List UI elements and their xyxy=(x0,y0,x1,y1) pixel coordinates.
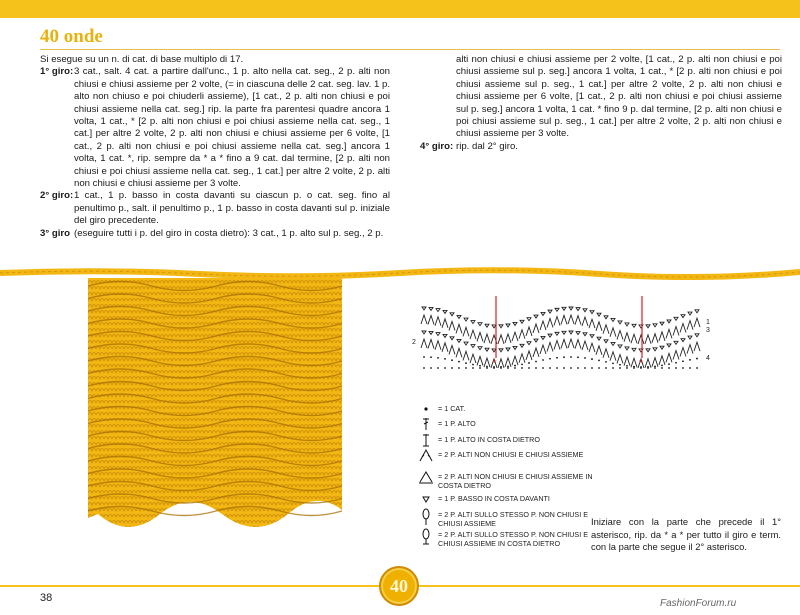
chart-stitch xyxy=(681,315,685,318)
crochet-swatch-photo xyxy=(80,278,350,540)
chart-stitch xyxy=(456,348,462,357)
chart-stitch xyxy=(646,349,650,352)
chart-chain-dot xyxy=(535,361,537,363)
chart-base-chain-dot xyxy=(521,367,523,369)
chart-stitch xyxy=(603,325,609,334)
row-3-instruction xyxy=(40,228,390,240)
legend-item: = 2 P. ALTI SULLO STESSO P. NON CHIUSI E CHIUSI ASSIEME IN COSTA DIETRO xyxy=(418,528,598,548)
chart-stitch xyxy=(526,327,532,336)
chart-stitch xyxy=(666,353,672,362)
legend-item: = 1 P. BASSO IN COSTA DAVANTI xyxy=(418,492,598,506)
row-marker-3: 3 xyxy=(706,327,710,334)
chart-base-chain-dot xyxy=(612,367,614,369)
chart-stitch xyxy=(575,340,581,349)
chart-base-chain-dot xyxy=(619,367,621,369)
chart-base-chain-dot xyxy=(542,367,544,369)
chart-stitch xyxy=(695,310,699,313)
chart-chain-dot xyxy=(458,361,460,363)
chart-stitch xyxy=(569,331,573,334)
chart-stitch xyxy=(589,343,595,352)
chart-chain-dot xyxy=(521,363,523,365)
chart-stitch xyxy=(610,352,616,361)
chart-stitch xyxy=(548,334,552,337)
chart-base-chain-dot xyxy=(591,367,593,369)
chart-stitch xyxy=(554,317,560,326)
chart-chain-dot xyxy=(689,359,691,361)
chart-stitch xyxy=(590,311,594,314)
chart-stitch xyxy=(520,320,524,323)
chart-chain-dot xyxy=(626,365,628,367)
chart-stitch xyxy=(673,351,679,360)
chart-stitch xyxy=(555,332,559,335)
row-text: 1 cat., 1 p. basso in costa davanti su ciascun p. o cat. seg. fino al penultimo p., salt. il penultimo p., 1 p. basso in costa davanti sul p. iniziale del giro precedente. xyxy=(74,190,390,227)
chart-stitch xyxy=(492,349,496,352)
chart-stitch xyxy=(660,346,664,349)
chart-stitch xyxy=(610,328,616,337)
chart-stitch xyxy=(583,309,587,312)
chart-stitch xyxy=(443,334,447,337)
chart-base-chain-dot xyxy=(444,367,446,369)
chart-stitch xyxy=(596,346,602,355)
chart-stitch xyxy=(575,316,581,325)
two-treble-together-back-icon xyxy=(418,470,434,484)
chart-stitch xyxy=(625,347,629,350)
repeat-note: Iniziare con la parte che precede il 1° asterisco, rip. da * a * per tutto il giro e term. con la parte che segue il 2° asterisco. xyxy=(591,516,781,553)
title-divider xyxy=(40,49,780,50)
chart-stitch xyxy=(582,341,588,350)
chart-stitch xyxy=(456,324,462,333)
chart-stitch xyxy=(436,309,440,312)
chart-base-chain-dot xyxy=(647,367,649,369)
chart-stitch xyxy=(611,342,615,345)
chart-stitch xyxy=(645,335,651,344)
chart-base-chain-dot xyxy=(437,367,439,369)
chart-stitch xyxy=(463,327,469,336)
chart-stitch xyxy=(513,322,517,325)
chart-stitch xyxy=(443,310,447,313)
chart-base-chain-dot xyxy=(549,367,551,369)
legend-item: = 1 P. ALTO IN COSTA DIETRO xyxy=(418,433,598,447)
chart-stitch xyxy=(618,321,622,324)
chart-stitch xyxy=(597,313,601,316)
chart-stitch xyxy=(429,331,433,334)
chart-chain-dot xyxy=(542,359,544,361)
chart-stitch xyxy=(436,333,440,336)
chart-stitch xyxy=(485,348,489,351)
chart-stitch xyxy=(442,343,448,352)
chain-icon xyxy=(418,402,434,416)
chart-stitch xyxy=(653,348,657,351)
legend-item: = 2 P. ALTI NON CHIUSI E CHIUSI ASSIEME xyxy=(418,448,598,462)
chart-chain-dot xyxy=(556,357,558,359)
chart-chain-dot xyxy=(584,357,586,359)
row-text: rip. dal 2° giro. xyxy=(456,140,518,152)
chart-stitch xyxy=(681,339,685,342)
chart-stitch xyxy=(687,345,693,354)
chart-stitch xyxy=(688,336,692,339)
chart-stitch xyxy=(463,351,469,360)
chart-stitch xyxy=(673,327,679,336)
treble-back-loop-icon xyxy=(418,433,434,447)
chart-base-chain-dot xyxy=(654,367,656,369)
chart-stitch xyxy=(666,329,672,338)
treble-icon xyxy=(418,417,434,431)
chart-base-chain-dot xyxy=(577,367,579,369)
chart-stitch xyxy=(471,345,475,348)
chart-stitch xyxy=(435,317,441,326)
chart-stitch xyxy=(499,349,503,352)
chart-chain-dot xyxy=(423,356,425,358)
chart-stitch xyxy=(421,315,427,324)
chart-stitch xyxy=(422,331,426,334)
chart-base-chain-dot xyxy=(472,367,474,369)
chart-stitch xyxy=(519,330,525,339)
chart-stitch xyxy=(632,324,636,327)
chart-chain-dot xyxy=(591,358,593,360)
chart-chain-dot xyxy=(528,362,530,364)
chart-stitch xyxy=(464,318,468,321)
chart-chain-dot xyxy=(444,358,446,360)
chart-base-chain-dot xyxy=(563,367,565,369)
chart-stitch xyxy=(506,348,510,351)
chart-base-chain-dot xyxy=(514,367,516,369)
chart-stitch xyxy=(527,342,531,345)
chart-chain-dot xyxy=(654,365,656,367)
chart-stitch xyxy=(498,335,504,344)
chart-stitch xyxy=(499,325,503,328)
chart-stitch xyxy=(429,307,433,310)
chart-stitch xyxy=(603,349,609,358)
chart-chain-dot xyxy=(668,363,670,365)
chart-chain-dot xyxy=(563,356,565,358)
chart-base-chain-dot xyxy=(423,367,425,369)
chart-chain-dot xyxy=(577,356,579,358)
row-label: 2° giro: xyxy=(40,190,74,202)
chart-stitch xyxy=(422,307,426,310)
chart-stitch xyxy=(520,344,524,347)
chart-stitch xyxy=(604,340,608,343)
chart-stitch xyxy=(638,335,644,344)
chart-base-chain-dot xyxy=(430,367,432,369)
row-label: 1° giro: xyxy=(40,66,74,78)
chart-chain-dot xyxy=(661,365,663,367)
chart-base-chain-dot xyxy=(535,367,537,369)
chart-stitch xyxy=(513,346,517,349)
row-4-instruction xyxy=(420,141,782,153)
chart-stitch xyxy=(457,315,461,318)
chart-stitch xyxy=(540,321,546,330)
chart-chain-dot xyxy=(675,362,677,364)
intro-text: Si esegue su un n. di cat. di base multiplo di 17. xyxy=(40,54,244,65)
chart-stitch xyxy=(561,339,567,348)
asterisk-right: * xyxy=(639,358,643,368)
chart-base-chain-dot xyxy=(584,367,586,369)
chart-base-chain-dot xyxy=(633,367,635,369)
chart-stitch xyxy=(660,322,664,325)
legend-item: = 2 P. ALTI SULLO STESSO P. NON CHIUSI E CHIUSI ASSIEME xyxy=(418,508,598,528)
chart-stitch xyxy=(667,320,671,323)
row-1-instruction xyxy=(40,66,390,190)
chart-stitch xyxy=(450,337,454,340)
chart-stitch xyxy=(526,351,532,360)
two-treble-together-icon xyxy=(418,448,434,462)
chart-base-chain-dot xyxy=(507,367,509,369)
chart-stitch xyxy=(457,339,461,342)
chart-chain-dot xyxy=(696,358,698,360)
site-watermark: FashionForum.ru xyxy=(660,598,737,609)
chart-stitch xyxy=(449,321,455,330)
chart-chain-dot xyxy=(549,358,551,360)
chart-stitch xyxy=(478,323,482,326)
chart-stitch xyxy=(512,332,518,341)
chart-base-chain-dot xyxy=(479,367,481,369)
chart-chain-dot xyxy=(479,365,481,367)
chart-stitch xyxy=(618,345,622,348)
chart-stitch xyxy=(477,332,483,341)
chart-stitch xyxy=(519,354,525,363)
chart-stitch xyxy=(534,339,538,342)
chart-stitch xyxy=(674,341,678,344)
instructions-left-column xyxy=(40,54,390,240)
chart-stitch xyxy=(484,334,490,343)
pattern-title: 40 onde xyxy=(40,26,103,47)
row-text: (eseguire tutti i p. del giro in costa dietro): 3 cat., 1 p. alto sul p. seg., 2 p. xyxy=(74,227,384,239)
chart-stitch xyxy=(687,321,693,330)
chart-base-chain-dot xyxy=(605,367,607,369)
cluster-back-icon xyxy=(418,528,434,542)
chart-base-chain-dot xyxy=(556,367,558,369)
chart-stitch xyxy=(611,318,615,321)
chart-stitch xyxy=(470,330,476,339)
chart-stitch xyxy=(505,334,511,343)
chart-chain-dot xyxy=(605,361,607,363)
chart-stitch xyxy=(533,324,539,333)
chart-stitch xyxy=(653,324,657,327)
chart-chain-dot xyxy=(682,360,684,362)
chart-stitch xyxy=(464,342,468,345)
chart-stitch xyxy=(596,322,602,331)
chart-stitch xyxy=(688,312,692,315)
chart-stitch xyxy=(674,317,678,320)
chart-stitch xyxy=(512,356,518,365)
chart-chain-dot xyxy=(612,362,614,364)
chart-base-chain-dot xyxy=(486,367,488,369)
chart-stitch xyxy=(680,347,686,356)
chart-chain-dot xyxy=(465,362,467,364)
row-label: 4° giro: xyxy=(420,140,454,152)
chart-stitch xyxy=(568,339,574,348)
legend-item: = 2 P. ALTI NON CHIUSI E CHIUSI ASSIEME IN COSTA DIETRO xyxy=(418,470,598,490)
chart-base-chain-dot xyxy=(696,367,698,369)
chart-stitch xyxy=(583,333,587,336)
chart-chain-dot xyxy=(514,365,516,367)
chart-stitch xyxy=(680,323,686,332)
chart-stitch xyxy=(569,307,573,310)
chart-stitch xyxy=(604,316,608,319)
chart-base-chain-dot xyxy=(528,367,530,369)
chart-stitch xyxy=(471,321,475,324)
chart-chain-dot xyxy=(430,356,432,358)
chart-stitch xyxy=(506,324,510,327)
chart-stitch xyxy=(541,312,545,315)
crochet-chart-diagram xyxy=(410,292,715,374)
chart-stitch xyxy=(695,334,699,337)
chart-stitch xyxy=(534,315,538,318)
pattern-number-seal xyxy=(379,566,419,606)
chart-chain-dot xyxy=(472,364,474,366)
chart-base-chain-dot xyxy=(689,367,691,369)
chart-stitch xyxy=(428,315,434,324)
seal-number: 40 xyxy=(390,575,408,596)
chart-base-chain-dot xyxy=(570,367,572,369)
chart-stitch xyxy=(624,357,630,366)
chart-base-chain-dot xyxy=(500,367,502,369)
chart-base-chain-dot xyxy=(668,367,670,369)
chart-stitch xyxy=(576,332,580,335)
chart-base-chain-dot xyxy=(661,367,663,369)
chart-stitch xyxy=(617,330,623,339)
single-crochet-front-icon xyxy=(418,492,434,506)
chart-chain-dot xyxy=(507,366,509,368)
chart-stitch xyxy=(421,339,427,348)
chart-chain-dot xyxy=(619,364,621,366)
chart-stitch xyxy=(667,344,671,347)
chart-stitch xyxy=(589,319,595,328)
chart-base-chain-dot xyxy=(598,367,600,369)
chart-stitch xyxy=(617,354,623,363)
chart-stitch xyxy=(485,324,489,327)
chart-stitch xyxy=(562,307,566,310)
chart-stitch xyxy=(478,347,482,350)
chart-stitch xyxy=(547,342,553,351)
asterisk-left: * xyxy=(493,358,497,368)
chart-stitch xyxy=(450,313,454,316)
chart-stitch xyxy=(561,315,567,324)
cluster-icon xyxy=(418,508,434,522)
chart-stitch xyxy=(576,308,580,311)
chart-base-chain-dot xyxy=(626,367,628,369)
chart-stitch xyxy=(659,356,665,365)
chart-chain-dot xyxy=(570,356,572,358)
chart-stitch xyxy=(477,356,483,365)
instructions-right-column xyxy=(420,54,782,153)
page-number: 38 xyxy=(40,592,53,604)
chart-stitch xyxy=(632,348,636,351)
chart-stitch xyxy=(540,345,546,354)
chart-stitch xyxy=(625,323,629,326)
chart-stitch xyxy=(449,345,455,354)
chart-stitch xyxy=(562,331,566,334)
row-marker-4: 4 xyxy=(706,355,710,362)
chart-stitch xyxy=(554,341,560,350)
chart-base-chain-dot xyxy=(675,367,677,369)
chart-stitch xyxy=(555,308,559,311)
chart-stitch xyxy=(624,333,630,342)
chart-stitch xyxy=(652,334,658,343)
chart-stitch xyxy=(548,310,552,313)
top-color-band xyxy=(0,0,800,18)
row-marker-1: 1 xyxy=(706,319,710,326)
legend-item: = 1 CAT. xyxy=(418,402,598,416)
chart-base-chain-dot xyxy=(682,367,684,369)
chart-stitch xyxy=(631,334,637,343)
chart-base-chain-dot xyxy=(458,367,460,369)
chart-stitch xyxy=(428,339,434,348)
row-marker-2: 2 xyxy=(412,339,416,346)
chart-stitch xyxy=(694,342,700,351)
row-text: 3 cat., salt. 4 cat. a partire dall'unc., 1 p. alto nella cat. seg., 2 p. alti non chiusi e chiusi assieme per 2 volte, (= in ciascuna delle 2 cat. seg. lav. 1 p. alto non chiuso e poi chiuderli assieme), [1 cat., 2 p. alti non chiusi e poi chiusi assieme nella cat. seg.] rip. la parte fra parentesi quadre ancora 1 volta, 1 cat., * [2 p. alti non chiusi e poi chiusi assieme nella cat. seg., 1 cat.] per altre 2 volte, 2 p. alti non chiusi e chiusi assieme per 6 volte, [1 cat., 2 p. alti non chiusi e poi chiusi assieme nella cat. seg.] ancora 1 volta, 1 cat. *, rip. sempre da * a * fino a 9 cat. dal termine, [2 p. alti non chiusi e poi chiusi assieme nella cat. seg., 1 cat.] per altre 2 volte, 2 p. alti non chiusi e chiusi assieme per 3 volte. xyxy=(74,66,390,190)
chart-stitch xyxy=(541,336,545,339)
chart-stitch xyxy=(533,348,539,357)
chart-stitch xyxy=(694,318,700,327)
chart-base-chain-dot xyxy=(451,367,453,369)
chart-chain-dot xyxy=(437,357,439,359)
chart-base-chain-dot xyxy=(465,367,467,369)
chart-stitch xyxy=(470,354,476,363)
chart-stitch xyxy=(659,332,665,341)
chart-stitch xyxy=(547,318,553,327)
chart-stitch xyxy=(568,315,574,324)
chart-stitch xyxy=(435,341,441,350)
row-label: 3° giro xyxy=(40,227,70,239)
chart-chain-dot xyxy=(598,360,600,362)
chart-stitch xyxy=(590,335,594,338)
chart-stitch xyxy=(442,319,448,328)
row-2-instruction xyxy=(40,190,390,227)
chart-stitch xyxy=(597,337,601,340)
chart-stitch xyxy=(652,358,658,367)
legend-item: = 1 P. ALTO xyxy=(418,417,598,431)
chart-chain-dot xyxy=(451,359,453,361)
chart-stitch xyxy=(582,317,588,326)
chart-stitch xyxy=(527,318,531,321)
chart-stitch xyxy=(492,325,496,328)
row-3-continuation: alti non chiusi e chiusi assieme per 2 volte, [1 cat., 2 p. alti non chiusi e poi chiusi assieme sul p. seg.] ancora 1 volta, 1 cat., * [2 p. alti non chiusi e poi chiusi assieme sul p. seg., 1 cat.] per altre 2 volte, 2 p. alti non chiusi e chiusi assieme per 6 volte, [1 cat., 2 p. alti non chiusi e poi chiusi assieme sul p. seg.] ancora 1 volta, 1 cat. * fino 9 p. dal termine, [2 p. alti non chiusi e poi chiusi assieme sul p. seg., 1 cat.] per altre 2 volte, 2 p. alti non chiusi e chiusi assieme per 3 volte. xyxy=(456,54,782,140)
chart-stitch xyxy=(646,325,650,328)
